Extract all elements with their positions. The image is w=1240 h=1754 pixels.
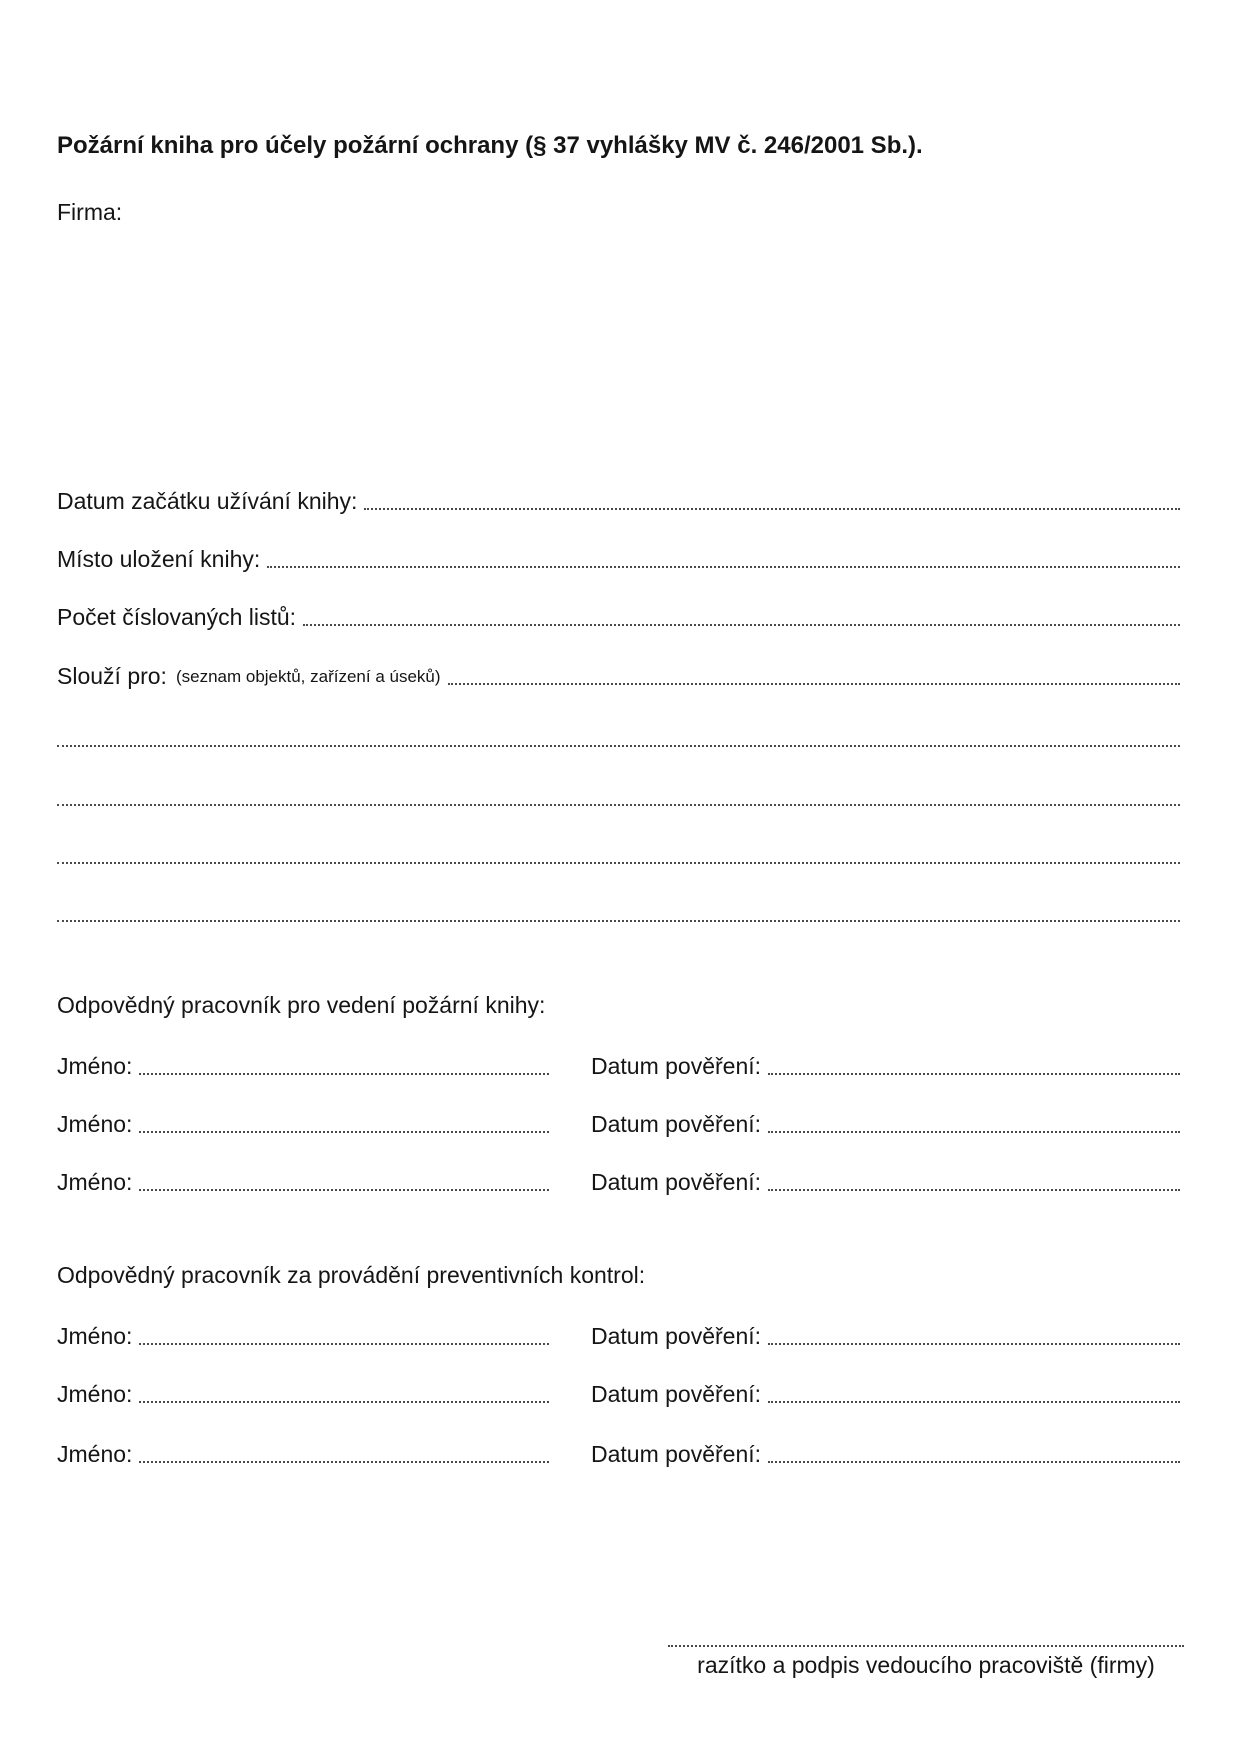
field-row-serves-for xyxy=(57,661,1180,691)
name-label: Jméno: xyxy=(57,1111,133,1137)
serves-for-hint: (seznam objektů, zařízení a úseků) xyxy=(175,667,441,686)
name-blank-line xyxy=(139,1461,549,1463)
name-blank-line xyxy=(139,1343,549,1345)
numbered-sheets-blank-line xyxy=(303,624,1180,626)
document-title: Požární kniha pro účely požární ochrany (§ 37 vyhlášky MV č. 246/2001 Sb.). xyxy=(57,132,923,159)
name-blank-line xyxy=(139,1189,549,1191)
person-row xyxy=(57,1051,1180,1081)
serves-for-label: Slouží pro: xyxy=(57,663,167,689)
storage-place-label: Místo uložení knihy: xyxy=(57,546,261,572)
person-row xyxy=(57,1167,1180,1197)
blank-line-1 xyxy=(57,745,1180,747)
date-blank-line xyxy=(768,1343,1180,1345)
start-date-blank-line xyxy=(364,508,1180,510)
signature-caption: razítko a podpis vedoucího pracoviště (firmy) xyxy=(697,1652,1155,1678)
name-label: Jméno: xyxy=(57,1169,133,1195)
person-row xyxy=(57,1439,1180,1469)
field-row-start-date xyxy=(57,486,1180,516)
date-blank-line xyxy=(768,1131,1180,1133)
person-row xyxy=(57,1379,1180,1409)
serves-for-blank-line xyxy=(448,683,1180,685)
signature-block xyxy=(668,1645,1184,1680)
date-label: Datum pověření: xyxy=(591,1441,762,1467)
name-label: Jméno: xyxy=(57,1441,133,1467)
blank-line-3 xyxy=(57,862,1180,864)
name-blank-line xyxy=(139,1131,549,1133)
date-blank-line xyxy=(768,1073,1180,1075)
date-label: Datum pověření: xyxy=(591,1381,762,1407)
date-blank-line xyxy=(768,1189,1180,1191)
date-blank-line xyxy=(768,1401,1180,1403)
section-heading-preventive-checks: Odpovědný pracovník za provádění preventivních kontrol: xyxy=(57,1262,646,1288)
name-blank-line xyxy=(139,1401,549,1403)
start-date-label: Datum začátku užívání knihy: xyxy=(57,488,358,514)
date-label: Datum pověření: xyxy=(591,1323,762,1349)
person-row xyxy=(57,1109,1180,1139)
name-blank-line xyxy=(139,1073,549,1075)
company-label: Firma: xyxy=(57,199,123,225)
section-heading-book-keeping: Odpovědný pracovník pro vedení požární knihy: xyxy=(57,992,546,1018)
blank-line-2 xyxy=(57,804,1180,806)
person-row xyxy=(57,1321,1180,1351)
name-label: Jméno: xyxy=(57,1053,133,1079)
numbered-sheets-label: Počet číslovaných listů: xyxy=(57,604,297,630)
signature-blank-line xyxy=(668,1645,1184,1647)
blank-line-4 xyxy=(57,920,1180,922)
field-row-storage-place xyxy=(57,544,1180,574)
date-blank-line xyxy=(768,1461,1180,1463)
storage-place-blank-line xyxy=(267,566,1180,568)
name-label: Jméno: xyxy=(57,1381,133,1407)
date-label: Datum pověření: xyxy=(591,1169,762,1195)
date-label: Datum pověření: xyxy=(591,1053,762,1079)
date-label: Datum pověření: xyxy=(591,1111,762,1137)
field-row-numbered-sheets xyxy=(57,602,1180,632)
name-label: Jméno: xyxy=(57,1323,133,1349)
